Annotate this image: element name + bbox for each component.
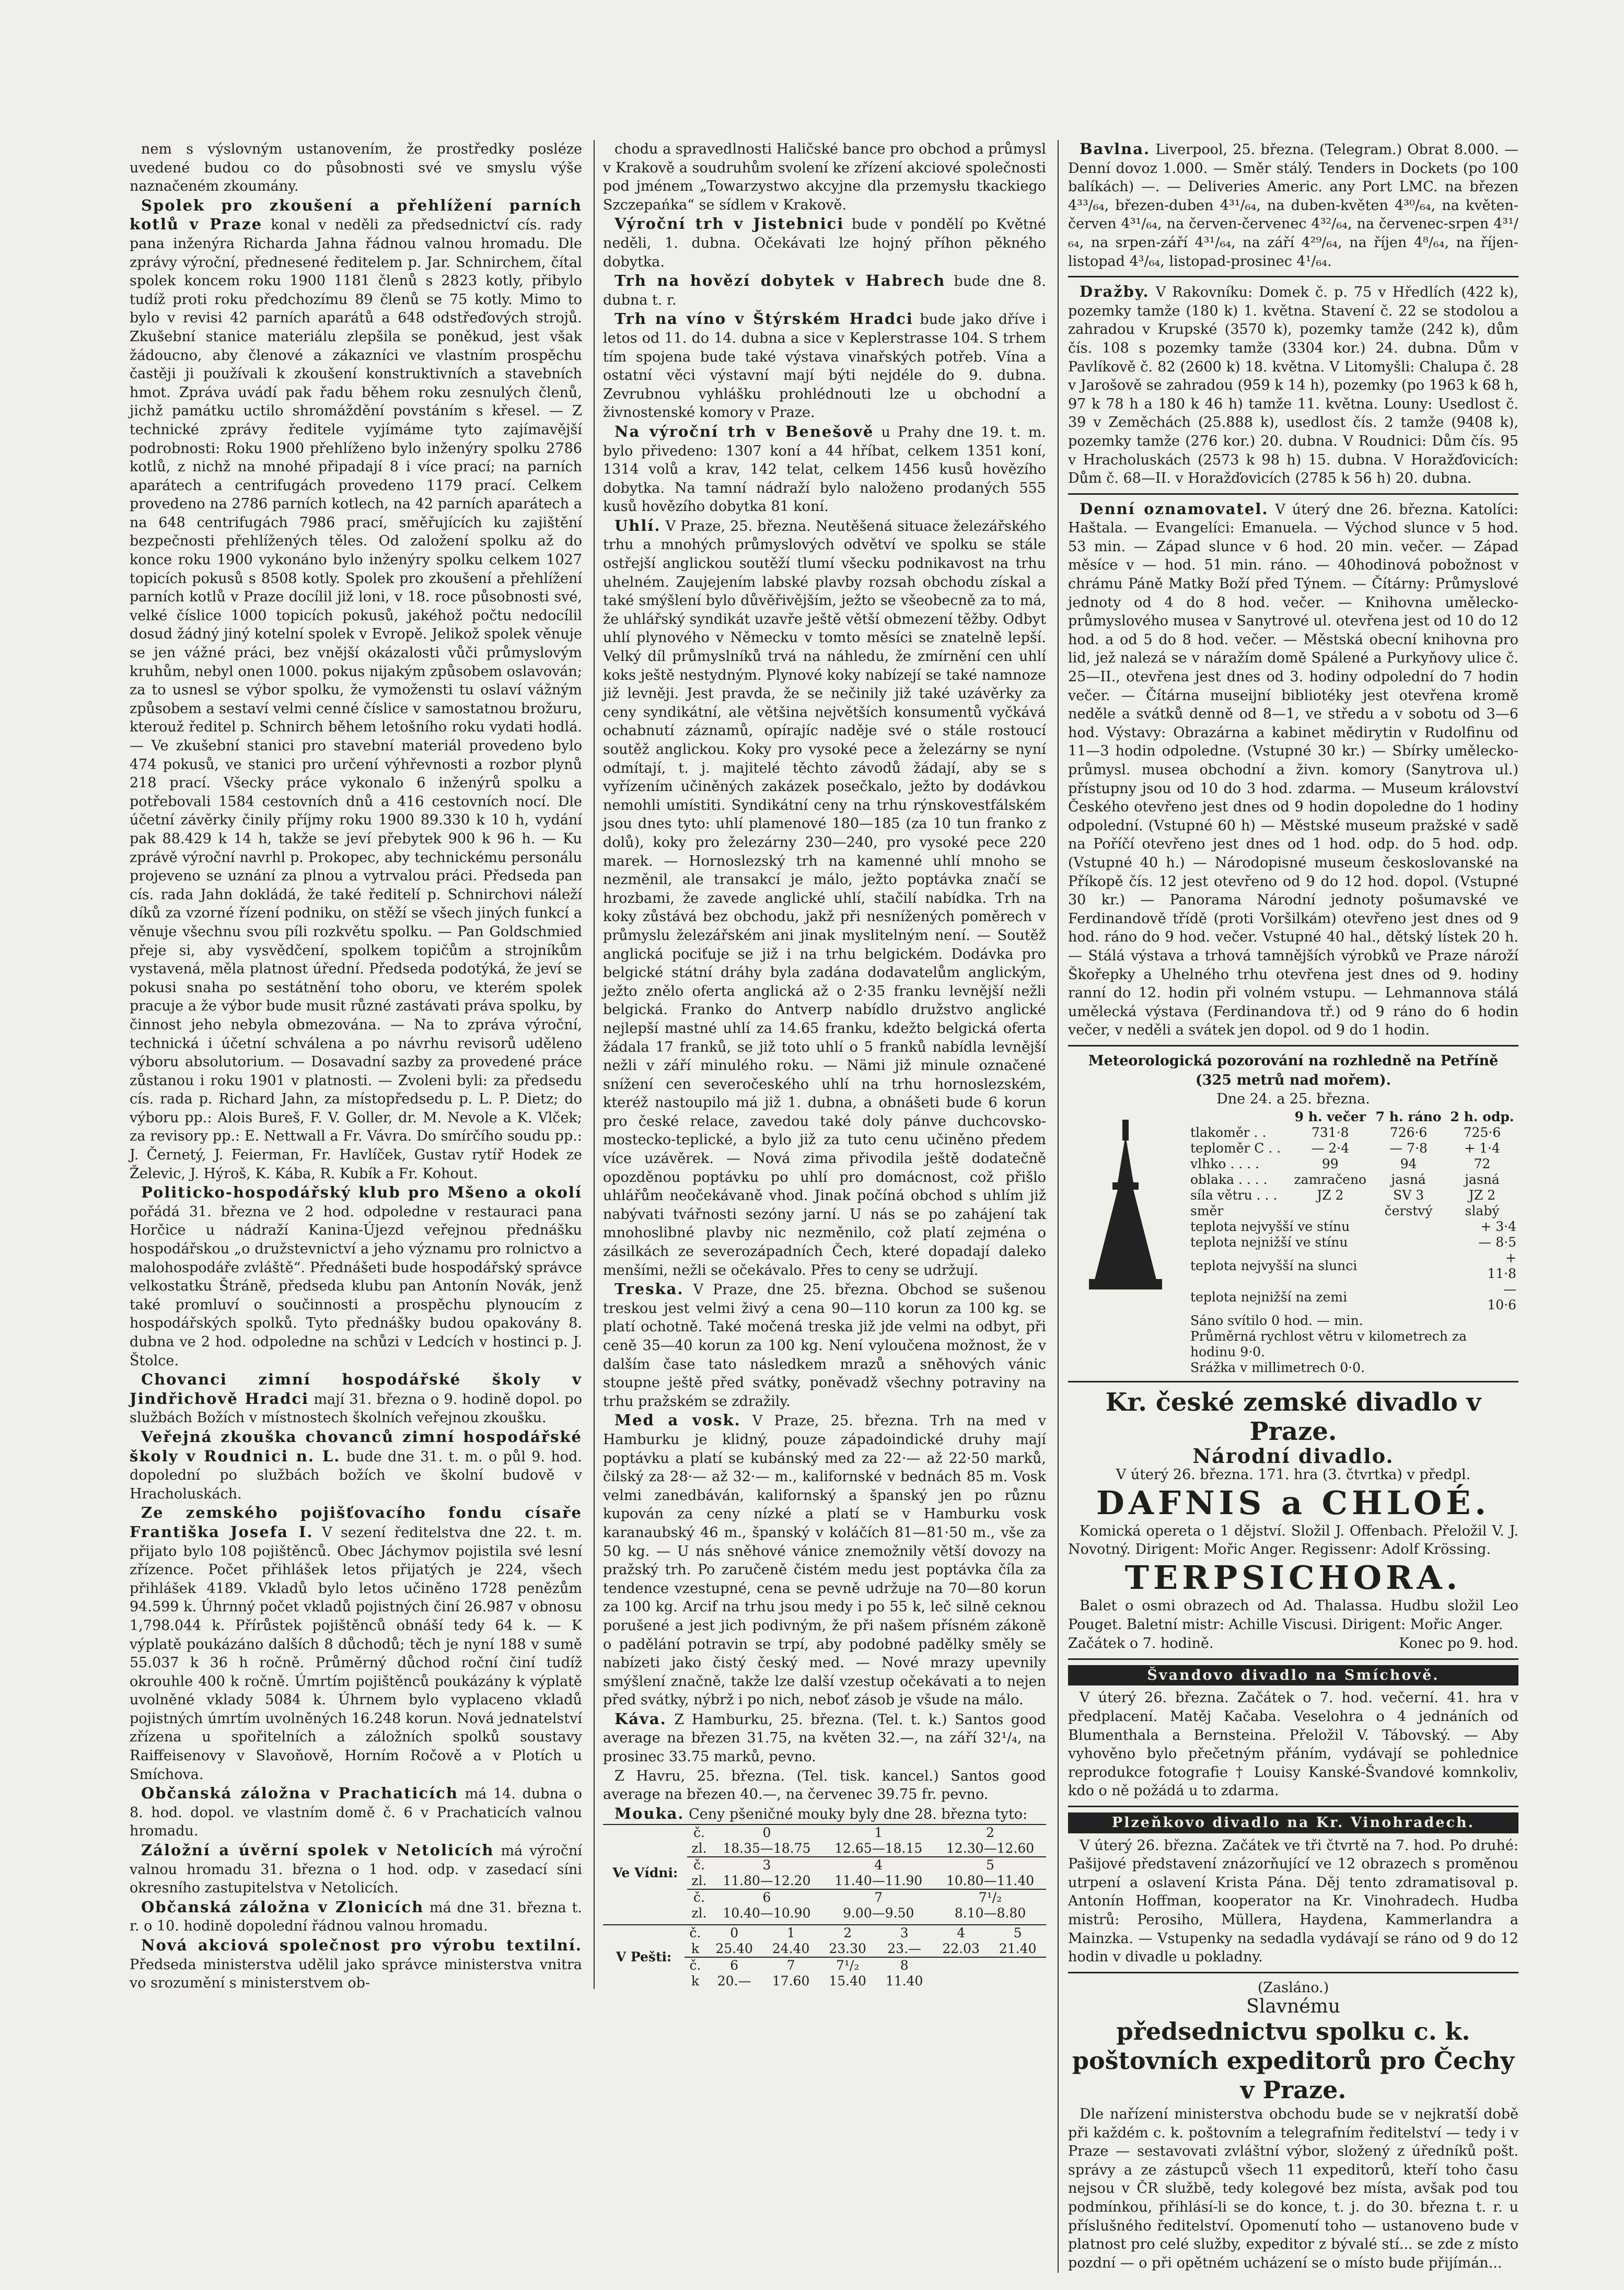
article-roudnice [130, 1428, 582, 1503]
table-cell: 20.— [717, 1973, 751, 1989]
table-cell: jasná [1465, 1171, 1500, 1187]
table-cell: 4 [822, 1857, 934, 1873]
article-body: V sezení ředitelstva dne 22. t. m. přijato bylo 108 pojištěnců. Obec Jáchymov pojistila své lesní zřízence. Počet přihlášek letos přijatých je 224, všech přihlášek 4189. Vkladů bylo letos učiněno 1728 penězům 94.599 k. Úhrnný počet vkladů pojistných činí 26.987 v obnosu 1,798.044 k. Přírůstek pojištěnců obnáší tedy 64 k. — K výplatě poukázáno dalších 8 důchodů; těch je nyní 188 v sumě 55.037 k 36 h ročně. Průměrný důchod roční činí tudíž okrouhle 400 k ročně. Úmrtím pojištěnců poukázány k výplatě uvolněné vklady 5084 k. Úhrnem bylo vyplaceno vkladů pojistných úmrtím uvolněných 16.248 korun. Nová jednatelství zřízena u spořitelních a záložních spolků soustavy Raiffeisenovy v Slavoňově, Horním Ročově a v Plotích u Smíchova. [130, 1524, 582, 1783]
table-cell: Sáno svítilo 0 hod. — min. [1190, 1312, 1363, 1328]
table-cell: 7¹/₂ [819, 1957, 876, 1973]
article-textil [130, 1936, 582, 1993]
table-cell: 99 [1321, 1156, 1339, 1171]
article-zlonice [130, 1898, 582, 1936]
table-cell: Průměrná rychlost větru v kilometrech za hodinu 9·0. [1190, 1328, 1467, 1359]
article-heading: Veřejná zkouška chovanců zimní hospodářské školy v Roudnici n. L. [130, 1427, 582, 1465]
table-cell: 7 [762, 1957, 819, 1973]
article-heading: Denní oznamovatel. [1080, 499, 1269, 518]
table-cell: vlhko . . . . [1190, 1156, 1259, 1171]
article-heading: Na výroční trh v Benešově [614, 422, 874, 440]
table-cell: 11.40 [885, 1973, 923, 1989]
table-cell: teploměr C . . [1190, 1140, 1281, 1156]
table-cell: teplota nejvyšší ve stínu [1190, 1218, 1350, 1234]
table-cell: zl. [691, 1841, 707, 1856]
table-row [1188, 1203, 1518, 1219]
play-title: DAFNIS a CHLOÉ. [1096, 1483, 1491, 1522]
article-havre: Z Havru, 25. března. (Tel. tisk. kancel.) Santos good average na březen 40.—, na červenec 39.75 fr. pevno. [603, 1768, 1046, 1803]
article-intro: nem s výslovným ustanovením, že prostředky posléze uvedené budou co do působnosti své ve smyslu výše naznačeném zkoumány. [130, 141, 582, 195]
table-cell: Srážka v millimetrech 0·0. [1190, 1359, 1365, 1375]
article-body: V Rakovníku: Domek č. p. 75 v Hředlích (422 k), pozemky tamže (180 k) 1. května. Stavení č. 22 se stodolou a zahradou v Krupské (3570 k), pozemky tamže (242 k), dům čís. 108 s pozemky tamže (3304 kor.) 24. dubna. Dům v Pavlíkově č. 82 (2600 k) 18. května. V Litomyšli: Chalupa č. 28 v Jarošově se zahradou (959 k 14 h), pozemky (po 1963 k 68 h, 97 k 78 h a 180 k 46 h) tamže 11. května. Louny: Usedlost č. 39 v Zeměchách (25.888 k), usedlost čís. 2 tamže (9408 k), pozemky tamže (276 kor.) 20. dubna. V Roudnici: Dům čís. 95 v Hracholuskách (2573 k 98 h) 15. dubna. V Horažďovicích: Dům č. 68—II. v Horažďovicích (2785 k 56 h) 20. dubna. [1068, 284, 1518, 487]
table-cell: 12.30—12.60 [946, 1841, 1035, 1856]
article-body: konal v neděli za předsednictví cís. rady pana inženýra Richarda Jahna řádnou valnou hromadu. Dle zprávy výroční, přednesené ředitelem p. Jar. Schnirchem, čítal spolek koncem roku 1900 1181 členů s 2823 kotly, přibylo tudíž proti roku předchozímu 89 členů se 75 kotly. Mimo to bylo v revisi 42 parních aparátů a 648 odstřeďových strojů. Zkušební stanice materiálu zlepšila se poněkud, jest však žádoucno, aby členové a zákazníci ve vlastním prospěchu častěji ji používali k zkoušení konstruktivních a stavebních hmot. Zpráva uvádí pak řadu během roku zesnulých členů, jichž památku uctilo shromáždění povstáním s křesel. — Z technické zprávy ředitele vyjímáme tyto zajímavější podrobnosti: Roku 1900 přehlíženo bylo inženýry spolku 2786 kotlů, z nichž na mnohé připadají 8 i více prací; na parních aparátech a centrifugách provedeno 1179 prací. Celkem provedeno na 2786 parních kotlech, na 42 parních aparátech a na 648 centrifugách 7986 prací, směřujících ku zajištění bezpečnosti přehlížených těles. Od založení spolku až do konce roku 1900 vykonáno bylo inženýry spolku celkem 1027 topicích pokusů s 8508 kotly. Spolek pro zkoušení a přehlížení parních kotlů v Praze docílil již loni, v 18. roce působnosti své, velké číslice 1000 topicích pokusů, jakéhož počtu nedocílil dosud žádný jiný kotelní spolek v Evropě. Jelikož spolek věnuje se jen vážné práci, bez vnější okázalosti vůči průmyslovým kruhům, nebyl onen 1000. pokus nijakým způsobem oslavován; za to usnesl se výbor spolku, že vymožensti tu oslaví vážným způsobem a sestaví velmi cenné číslice v samostatnou brožuru, kterouž ředitel p. Schnirch během letošního roku vydati hodlá. — Ve zkušební stanici pro stavební materiál provedeno bylo 474 pokusů, ve stanici pro určení výhřevnosti a rozbor plynů 218 prací. Všecky práce vykonalo 6 inženýrů spolku a potřebovali 1584 cestovních dnů a 416 cestovních nocí. Dle účetní závěrky činily příjmy roku 1900 89.330 k 10 h, vydání pak 88.429 k 14 h, takže se jeví přebytek 900 k 96 h. — Ku zprávě výroční navrhl p. Prokopec, aby technickému personálu projeveno se uznání za plnou a vytrvalou práci. Předseda pan cís. rada Jahn dokládá, že také ředitelí p. Schnirchovi náleží díků za vzorné řízení podniku, on stěží se všech jiných funkcí a věnuje všechnu svou píli rozkvětu spolku. — Pan Goldschmied přeje si, aby vysvědčení, spolkem topičům a strojníkům vystavená, měla platnost úřední. Předseda podotýká, že jeví se pokusi snaha po sestátnění toho oboru, ve kterém spolek pracuje a že výbor bude musit různé zastávati práva spolku, by činnost jeho nebyla obmezována. — Na to zpráva výroční, technická i účetní schválena a po návrhu revisorů uděleno výboru absolutorium. — Dosavadní sazby za provedené práce zůstanou i roku 1901 v platnosti. — Zvoleni byli: za předsedu cís. rada p. Richard Jahn, za místopředsedu p. L. P. Dietz; do výboru pp.: Alois Bureš, F. V. Goller, dr. M. Nevole a K. Vlček; za revisory pp.: E. Nettwall a Fr. Vávra. Do smírčího soudu pp.: J. Černetý, J. Feierman, Fr. Havlíček, Gustav rytíř Hodek ze Želevic, J. Hýroš, K. Kába, R. Kubík a Fr. Kohout. [130, 217, 582, 1182]
table-cell: 2 [819, 1925, 876, 1941]
table-cell [989, 1957, 1046, 1973]
table-cell: č. [687, 1824, 711, 1841]
table-cell: č. [687, 1857, 711, 1873]
meteo-subtitle: (325 metrů nad mořem). [1195, 1072, 1391, 1088]
article-heading: Dražby. [1080, 283, 1150, 301]
article-vino [603, 310, 1046, 422]
table-cell [933, 1957, 990, 1973]
table-row [603, 1824, 1046, 1841]
table-cell [989, 1973, 1046, 1989]
table-cell: 11.80—12.20 [723, 1873, 811, 1889]
play-cast: Komická opereta o 1 dějství. Složil J. Offenbach. Přeložil V. J. Novotný. Dirigent: Mořic Anger. Regissenr: Adolf Krössing. [1068, 1522, 1518, 1558]
table-cell: 8 [876, 1957, 933, 1973]
table-cell: č. [685, 1957, 706, 1973]
article-body: Z Hamburku, 25. března. (Tel. t. k.) Santos good average na březen 31.75, na květen 32.—, na září 32¹/₄, na prosinec 33.75 marků, pevno. [603, 1711, 1046, 1765]
table-cell: teplota nejnižší ve stínu [1190, 1234, 1348, 1250]
divider [1068, 1045, 1518, 1047]
article-body: u Prahy dne 19. t. m. bylo přivedeno: 1307 koní a 44 hříbat, celkem 1351 koní, 1314 volů a krav, 142 telat, celkem 1456 kusů hovězího dobytka. Na tamní nádraží bylo naloženo prodaných 555 kusů hovězího dobytka 81 koní. [603, 424, 1047, 515]
article-body: bude v pondělí po Květné neděli, 1. dubna. Očekávati lze hojný příhon pěkného dobytka. [603, 216, 1046, 270]
table-cell: 0 [711, 1824, 823, 1841]
table-row [603, 1925, 1046, 1941]
table-cell: 22.03 [942, 1941, 980, 1957]
table-cell: 18.35—18.75 [723, 1841, 811, 1856]
theatre-times [1068, 1634, 1518, 1653]
table-cell: teplota nejnižší na zemi [1190, 1289, 1348, 1305]
table-cell: 725·6 [1463, 1124, 1501, 1140]
zaslano-pre: Slavnému [1246, 1996, 1340, 2018]
start-time: Začátek o 7. hodině. [1068, 1635, 1214, 1652]
table-cell: JZ 2 [1468, 1187, 1496, 1203]
article-continuation: chodu a spravedlnosti Haličské bance pro obchod a průmysl v Krakově a soudruhům svolení ke zřízení akciové společnosti pod jménem „Towarzystwo akcyjne dla przemysłu tkackiego Szczepańka“ se sídlem v Krakově. [603, 141, 1046, 213]
article-heading: Treska. [614, 1280, 684, 1298]
article-kotle [130, 196, 582, 1183]
article-heading: Záložní a úvěrní spolek v Netolicích [141, 1841, 494, 1859]
divider [1068, 1806, 1518, 1807]
column-3 [1058, 140, 1518, 2273]
theatre-block [1068, 1388, 1518, 1653]
svanda-heading: Švandovo divadlo na Smíchově. [1068, 1665, 1518, 1686]
table-cell: k [691, 1941, 700, 1957]
table-header: 9 h. večer [1294, 1109, 1366, 1124]
plzenek-body: V úterý 26. března. Začátek ve tři čtvrtě na 7. hod. Po druhé: Pašijové představení znázorňující ve 12 obrazech s proměnou utrpení a oslavení Krista Pána. Děj tento zdramatisoval p. Antonín Hoffman, kooperator na Kr. Vinohradech. Hudba mistrů: Perosiho, Müllera, Haydena, Kammerlandra a Mainzka. — Vstupenky na sedadla vydávají se ráno od 9 do 12 hodin v divadle u pokladny. [1068, 1837, 1518, 1966]
article-body: Předseda ministerstva udělil jako správce ministerstva vnitra vo srozumění s ministerstvem ob- [130, 1956, 582, 1992]
table-row [1188, 1172, 1518, 1188]
meteo-date: Dne 24. a 25. března. [1216, 1091, 1370, 1108]
table-cell: 726·6 [1389, 1124, 1428, 1140]
table-cell: + 1·4 [1464, 1140, 1500, 1156]
table-row [1188, 1219, 1518, 1235]
table-cell: — 10·6 [1487, 1281, 1516, 1312]
table-cell [1472, 1313, 1518, 1329]
end-time: Konec po 9. hod. [1399, 1635, 1518, 1652]
divider [1068, 1972, 1518, 1973]
table-cell: JZ 2 [1317, 1187, 1344, 1203]
column-2 [594, 140, 1046, 1989]
table-cell [1472, 1360, 1518, 1376]
table-cell: 10.40—10.90 [723, 1905, 811, 1921]
article-body: V úterý dne 26. března. Katolíci: Haštala. — Evangelíci: Emanuela. — Východ slunce v 5 hod. 53 min. — Západ slunce v 6 hod. 20 min. večer. — Západ měsíce v — hod. 51 min. ráno. — 40hodinová pobožnost v chrámu Páně Matky Boží před Týnem. — Čítárny: Průmyslové jednoty od 4 do 8 hod. večer. — Knihovna umělecko-průmyslového musea v Sanytrové ul. otevřena jest od 10 do 12 hod. a od 5 do 8 hod. večer. — Městská obecní knihovna pro lid, jež nalezá se v náražím domě Spálené a Purkyňovy ulice č. 25—II., otevřena jest dnes od 3. hodiny odpolední do 7 hodin večer. — Čítárna museijní bibliotéky jest otevřena kromě neděle a svátků denně od 8—1, ve středu a v sobotu od 3—6 hod. Výstavy: Obrazárna a kabinet mědirytin v Rudolfinu od 11—3 hodin odpoledne. (Vstupné 30 kr.) — Sbírky umělecko-průmysl. musea obchodní a živn. komory (Sanytrova ul.) přístupny jsou od 10 do 3 hod. zdarma. — Museum království Českého otevřeno jest dnes od 9 hodin dopoledne do 1 hodiny odpolední. (Vstupné 60 h) — Městské museum pražské v sadě na Poříčí otevřeno jest dnes od 1 hod. odp. do 5 hod. odp. (Vstupné 40 h.) — Národopisné museum českoslovanské na Příkopě čís. 12 jest otevřeno od 9 do 12 hod. dopol. (Vstupné 30 kr.) — Panorama Národní jednoty pošumavské ve Ferdinandově třídě (proti Voršilkám) otevřeno jest dnes od 9 hod. ráno do 9 hod. večer. Vstupné 40 hal., dětský lístek 20 h. — Stálá výstava a trhová tamnějších výrobků ve Praze nároží Škořepky a Uhelného trhu otevřena jest dnes od 9. hodiny ranní do 12. hodin při volném vstupu. — Lehmannova stálá umělecká výstava (Ferdinandova tř.) od 9 ráno do 6 hodin večer, v neděli a svátek jen dopol. od 9 do 1 hodin. [1068, 501, 1518, 1039]
theatre-title: Kr. české zemské divadlo v Praze. [1105, 1387, 1481, 1446]
table-cell: zl. [691, 1905, 707, 1921]
table-cell: — 8·5 [1478, 1234, 1516, 1250]
table-cell: — 7·8 [1389, 1140, 1428, 1156]
article-body: má 14. dubna o 8. hod. dopol. ve vlastním domě č. 6 v Prachaticích valnou hromadu. [130, 1786, 582, 1840]
article-treska [603, 1280, 1046, 1411]
table-row [1188, 1313, 1518, 1329]
table-cell: + 11·8 [1487, 1250, 1516, 1281]
article-bavlna [1068, 140, 1518, 271]
table-cell: zamračeno [1294, 1171, 1367, 1187]
table-row [1188, 1329, 1518, 1360]
article-heading: Uhlí. [614, 516, 661, 534]
ballet-cast: Balet o osmi obrazech od Ad. Thalassa. Hudbu složil Leo Pouget. Baletní mistr: Achille Viscusi. Dirigent: Mořic Anger. [1068, 1598, 1518, 1633]
table-cell: 0 [706, 1925, 763, 1941]
article-jistebnice [603, 215, 1046, 271]
table-cell: — 2·4 [1311, 1140, 1350, 1156]
table-cell: 11.40—11.90 [834, 1873, 923, 1889]
article-body: Liverpool, 25. března. (Telegram.) Obrat 8.000. — Denní dovoz 1.000. — Směr stálý. Tenders in Dockets (po 100 balíkách) —. — Deliveries Americ. any Port LMC. na březen 4³³/₆₄, březen-duben 4³¹/₆₄, na duben-květen 4³⁰/₆₄, na květen-červen 4³¹/₆₄, na červen-červenec 4³²/₆₄, na červenec-srpen 4³¹/₆₄, na srpen-září 4³¹/₆₄, na září 4²⁹/₆₄, na říjen 4⁸/₆₄, na říjen-listopad 4³/₆₄, listopad-prosinec 4¹/₆₄. [1068, 142, 1518, 270]
table-cell: jasná [1391, 1171, 1426, 1187]
article-body: Ceny pšeničné mouky byly dne 28. března tyto: [689, 1806, 1028, 1822]
table-cell: 17.60 [772, 1973, 810, 1989]
article-body: pořádá 31. března ve 2 hod. odpoledne v restauraci pana Horčice u nádraží Kanina-Újezd veřejnou přednášku hospodářskou „o družstevnictví a jeho významu pro rolnictvo a malohospodáře zvláště“. Přednášeti bude hospodářský správce velkostatku Štráně, předseda klubu pan Antonín Novák, jenž také promluví o součinnosti a prospěchu plynoucím z hospodářských spolků. Tyto přednášky budou opakovány 8. dubna ve 2 hod. odpoledne na schůzi v Ledcích v hostinci p. J. Štolce. [130, 1203, 582, 1369]
table-cell: 23.30 [829, 1941, 866, 1957]
article-heading: Spolek pro zkoušení a přehlížení parních kotlů v Praze [130, 196, 582, 234]
article-heading: Nová akciová společnost pro výrobu textilní. [141, 1936, 582, 1954]
table-cell: 1 [762, 1925, 819, 1941]
table-cell: 731·8 [1312, 1124, 1349, 1140]
table-cell: 5 [989, 1925, 1046, 1941]
table-row-label: Ve Vídni: [603, 1824, 687, 1921]
table-cell [1290, 1203, 1372, 1219]
article-heading: Občanská záložna v Zlonicích [141, 1898, 424, 1916]
article-med [603, 1411, 1046, 1710]
article-heading: Trh na víno v Štýrském Hradci [614, 310, 913, 328]
article-body: bude jako dříve i letos od 11. do 14. dubna a sice v Keplerstrasse 104. S trhem tím spojena bude také výstava vinařských potřeb. Vína a ostatní věci výstavní mají býti nejdéle do 9. dubna. Zevrubnou vyhlášku prohlédnouti lze u obchodní a živnostenské komory v Praze. [603, 311, 1046, 421]
table-cell: 7 [822, 1889, 934, 1905]
table-row [1188, 1282, 1518, 1313]
table-cell: č. [687, 1889, 711, 1905]
article-body: V Praze, 25. března. Neutěšená situace železářského trhu a mnohých průmyslových odvětví ve spolku se stále ostřejší anglickou soutěží tlumí všecku podnikavost na trhu uhelném. Zaujejením labské plavby rozsah obchodu získal a také smýšlení bylo důvěřivějším, ježto se všeobecně za to má, že uhlářský syndikát uzavře ještě větší obmezení těžby. Odbyt uhlí plynového v Německu v tomto měsíci se znatelně lepší. Velký díl průmyslníků trvá na náhledu, že zmírnění cen uhlí koks ještě nestydným. Plynové koky nabízejí se také namnoze již levněji. Jest pravda, že se nečinily již také uzávěrky za ceny syndikátní, ale většina největších konsumentů vyčkává ochabnutí záznamů, opírajíc naděje své o stále rostoucí soutěž anglickou. Koky pro vysoké pece a železárny se nyní odmítají, t. j. majitelé těchto závodů žádají, aby se s vyřízením učiněných zakázek posečkalo, ježto by dodávkou nemohli umístiti. Syndikátní ceny na trhu rýnskovestfálském jsou dnes tyto: uhlí plamenové 180—185 (za 10 tun franko z dolů), koky pro železárny 230—240, pro vysoké pece 220 marek. — Hornoslezský trh na kamenné uhlí mnoho se nezměnil, ale transakcí je málo, ježto poptávka značí se hrozbami, že zavede anglické uhlí, stačilí nabídka. Trh na koky zůstává bez obchodu, jakž při nesnížených poměrech v průmyslu železářském ani jinak myslitelným není. — Soutěž anglická pociťuje se již i na trhu belgickém. Dodávka pro belgické státní dráhy byla zadána dodavatelům anglickým, ježto znělo oferta anglická až o 2·35 franku levnější nežli belgická. Franko do Antverp nabídlo družstvo anglické nejlepší mastné uhlí za 14.65 franku, kdežto belgická oferta žádala 17 franků, se již toto uhlí o 5 franků nabídla levnější nežli v září minulého roku. — Nämi již minule označené snížení cen severočeského uhlí na trhu hornoslezském, kteréž nastoupilo má již 1. dubna, a obnášeti bude 6 korun pro české relace, zavedou také doly pánve duchcovsko-mostecko-teplické, a bylo již za tuto cenu učiněno předem více uzávěrek. — Nová zima přivodila ještě dodatečně opozděnou poptávku po uhlí pro domácnost, což přišlo uhlářům neočekávaně vhod. Jinak počíná obchod s uhlím již nabývati tvářnosti sezóny jarní. U nás se po zahájení tak mnohoslibné plavby nic nezměnilo, což platí zejména o zásilkách ze severozápadních Čech, které dopadají daleko menšími, nežli se očekávalo. Přes to ceny se udržují. [603, 518, 1046, 1278]
table-cell: teplota nejvyšší na slunci [1190, 1258, 1358, 1273]
article-habry [603, 272, 1046, 309]
svanda-body: V úterý 26. března. Začátek o 7. hod. večerní. 41. hra v předplacení. Matěj Kačaba. Veselohra o 4 jednáních od Blumenthala a Bernsteina. Přeložil V. Tábovský. — Aby vyhověno bylo přečetným přáním, vydávají se pohlednice reprodukce fotografie † Louisy Kanské-Švandové komnkoliv, kdo o ně požádá u to zdarma. [1068, 1690, 1518, 1799]
table-cell: 25.40 [715, 1941, 753, 1957]
table-cell: tlakoměr . . [1190, 1124, 1267, 1140]
article-heading: Med a vosk. [614, 1411, 741, 1429]
article-oznamovatel [1068, 500, 1518, 1040]
theatre-subtitle: Národní divadlo. [1192, 1444, 1394, 1468]
article-heading: Politicko-hospodářský klub pro Mšeno a okolí [141, 1183, 582, 1202]
table-cell: 9.00—9.50 [843, 1905, 914, 1921]
table-cell: 1 [822, 1824, 934, 1841]
table-cell: 4 [933, 1925, 990, 1941]
meteo-block [1068, 1052, 1518, 1376]
article-heading: Bavlna. [1080, 140, 1151, 158]
article-benesov [603, 423, 1046, 516]
table-cell: č. [685, 1925, 706, 1941]
article-body: bude dne 8. dubna t. r. [603, 273, 1046, 308]
table-cell: 23.— [887, 1941, 922, 1957]
article-heading: Káva. [614, 1710, 667, 1728]
article-heading: Mouka. [614, 1804, 685, 1822]
divider [1068, 276, 1518, 277]
meteo-table [1188, 1109, 1518, 1219]
table-row-label: V Pešti: [603, 1925, 685, 1989]
article-body: bude dne 31. t. m. o půl 9. hod. dopolední po službách božích ve školní budově v Hracholuskách. [130, 1448, 582, 1502]
divider [1068, 1658, 1518, 1660]
table-row [1188, 1250, 1518, 1282]
table-cell: 10.80—11.40 [946, 1873, 1035, 1889]
table-cell: 94 [1400, 1156, 1417, 1171]
theatre-date: V úterý 26. března. 171. hra (3. čtvrtka) v předpl. [1116, 1467, 1471, 1483]
table-cell: 7¹/₂ [934, 1889, 1046, 1905]
table-cell [1472, 1329, 1518, 1360]
table-row [1188, 1360, 1518, 1376]
petrin-tower-icon [1078, 1120, 1173, 1292]
table-cell: 6 [706, 1957, 763, 1973]
article-body: V Praze, 25. března. Trh na med v Hamburku je klidný, pouze západoindické druhy mají poptávku a platí se kubánský med za 22·— až 22·50 marků, čilský za 28·— až 32·— m., kalifornské v bednách 85 m. Vosk velmi zanedbáván, kalifornský a španský jen po různu kupován za ceny nízké a platí se v Hamburku vosk karanaubský 46 m., španský v koláčích 81—81·50 m., vše za 50 kg. — U nás sněhové vánice znemožnily větší dovozy na pražský trh. Po zaručeně čistém medu jest poptávka číla za tendence vzestupné, cena se pevně udržuje na 70—80 korun za 100 kg. Arcif na trhu jsou medy i po 55 k, leč silně ceknou porušené a jest jich podivným, že při našem přísném zákoně o padělání potravin se trpí, aby podobné padělky směly se nabízeti jako čistý český med. — Nové mrazy upevnily smýšlení značně, takže lze další vzestup očekávati a to nejen před svátky, nýbrž i po nich, neboť zásob je všude na málo. [603, 1413, 1046, 1708]
table-cell: 72 [1474, 1156, 1491, 1171]
article-heading: Výroční trh v Jistebnici [614, 215, 844, 233]
table-cell: 3 [711, 1857, 823, 1873]
article-body: má dne 31. března t. r. o 10. hodině dopolední řádnou valnou hromadu. [130, 1899, 582, 1935]
meteo-extra-table [1188, 1219, 1518, 1376]
table-header: 7 h. ráno [1375, 1109, 1442, 1124]
table-cell: 24.40 [772, 1941, 810, 1957]
table-row [1188, 1125, 1518, 1141]
table-cell: 5 [934, 1857, 1046, 1873]
ballet-title: TERPSICHORA. [1124, 1559, 1462, 1597]
flour-table-pest [603, 1924, 1046, 1989]
table-cell: 15.40 [829, 1973, 866, 1989]
zaslano-title: předsednictvu spolku c. k. poštovních expeditorů pro Čechy v Praze. [1072, 2017, 1515, 2104]
table-cell: 8.10—8.80 [954, 1905, 1026, 1921]
table-cell: síla větru . . . [1190, 1187, 1278, 1203]
table-row [1188, 1156, 1518, 1172]
article-uhli [603, 517, 1046, 1280]
zaslano-body: Dle nařízení ministerstva obchodu bude se v nejkratší době při každém c. k. poštovním a telegrafním ředitelství — tedy i v Praze — sestavovati zvláštní výbor, složený z úředníků pošt. správy a ze zástupců všech 11 expeditorů, kteří toho času nejsou v ČR službě, tedy kolegové bez místa, avšak pod tou podmínkou, přihlásí-li se do konce, t. j. do 30. března t. r. u příslušného ředitelství. Opomenutí toho — ustanoveno bude v platnost pro celé služby, expeditor z bývalé stí... se zde z místo pozdní — o při opětném ucházení se o místo bude přijímán... [1068, 2106, 1518, 2271]
zaslano-heading: (Zasláno.) [1257, 1979, 1329, 1996]
table-cell: k [691, 1973, 700, 1989]
table-cell: 3 [876, 1925, 933, 1941]
article-fond [130, 1504, 582, 1784]
table-cell: 12.65—18.15 [834, 1841, 923, 1856]
table-row [1188, 1141, 1518, 1156]
table-cell: 6 [711, 1889, 823, 1905]
article-heading: Chovanci zimní hospodářské školy v Jindřichově Hradci [130, 1370, 582, 1408]
table-cell: směr [1190, 1203, 1224, 1218]
table-cell: + 3·4 [1480, 1218, 1516, 1234]
divider [1068, 493, 1518, 495]
plzenek-heading: Plzeňkovo divadlo na Kr. Vinohradech. [1068, 1812, 1518, 1833]
meteo-title: Meteorologická pozorování na rozhledně na Petříně [1088, 1052, 1499, 1069]
table-header: 2 h. odp. [1450, 1109, 1514, 1124]
table-cell [933, 1973, 990, 1989]
article-body: mají 31. března o 9. hodině dopol. po službách Božích v místnostech školních veřejnou zkoušku. [130, 1391, 582, 1426]
column-1 [130, 140, 582, 1993]
table-cell: slabý [1465, 1203, 1500, 1218]
table-cell: SV 3 [1393, 1187, 1424, 1203]
table-cell: zl. [691, 1873, 707, 1889]
article-drazby [1068, 283, 1518, 488]
table-row [1188, 1188, 1518, 1203]
article-msene [130, 1183, 582, 1370]
article-prachatice [130, 1784, 582, 1841]
article-kava [603, 1710, 1046, 1766]
divider [1068, 1381, 1518, 1382]
article-jindrichuv [130, 1370, 582, 1427]
article-body: V Praze, dne 25. března. Obchod se sušenou treskou jest velmi živý a cena 90—110 korun za 100 kg. se platí ochotně. Také močená treska již jde velmi na odbyt, při ceně 35—40 korun za 100 kg. Není vyloučena možnost, že v dalším čase tato následkem mrazů a sněhových vánic stoupne ještě před svátky, poněvadž všechny potraviny na trhu pražském se zdražily. [603, 1282, 1046, 1410]
table-cell: 21.40 [999, 1941, 1037, 1957]
article-netolice [130, 1841, 582, 1898]
table-cell: čerstvý [1384, 1203, 1433, 1218]
flour-table-vienna [603, 1824, 1046, 1921]
article-body: má výroční valnou hromadu 31. března o 1 hod. odp. v zasedací síni okresního zastupitelstva v Netolicích. [130, 1843, 582, 1897]
article-mouka [603, 1805, 1046, 1824]
article-heading: Občanská záložna v Prachaticích [141, 1784, 458, 1803]
table-row [1188, 1235, 1518, 1250]
article-heading: Ze zemského pojišťovacího fondu císaře Františka Josefa I. [130, 1504, 582, 1541]
table-cell: oblaka . . . . [1190, 1171, 1268, 1187]
article-heading: Trh na hovězí dobytek v Habrech [614, 272, 946, 290]
table-cell: 2 [934, 1824, 1046, 1841]
